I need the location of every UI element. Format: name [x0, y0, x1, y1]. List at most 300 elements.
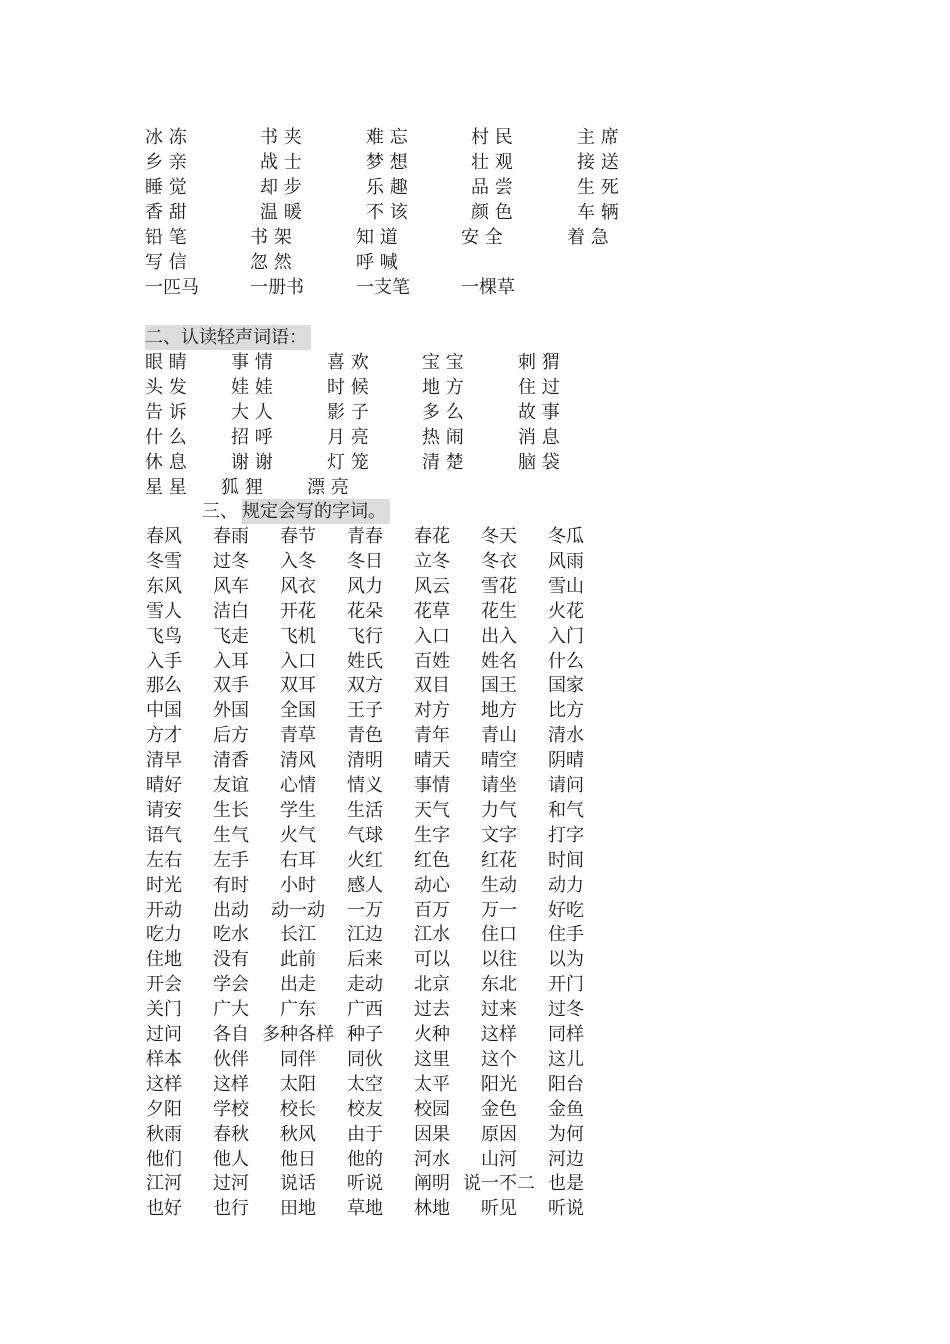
word: 花草	[414, 600, 450, 622]
word: 出动	[213, 899, 249, 921]
word-row	[0, 450, 950, 475]
word-row	[0, 1122, 950, 1147]
word: 双方	[347, 675, 383, 697]
word: 时光	[146, 874, 182, 896]
word: 开会	[146, 974, 182, 996]
word: 校友	[347, 1098, 383, 1120]
word: 秋雨	[146, 1123, 182, 1145]
word: 住地	[146, 949, 182, 971]
word: 他的	[347, 1148, 383, 1170]
word: 难 忘	[366, 127, 408, 148]
word: 也是	[548, 1173, 584, 1195]
word: 什 么	[145, 427, 187, 448]
word: 心情	[280, 775, 316, 796]
word: 住口	[481, 924, 517, 946]
word: 方才	[146, 725, 182, 747]
word-row	[0, 125, 950, 150]
word: 入口	[280, 650, 316, 672]
section-heading: 规定会写的字词。	[242, 499, 390, 524]
word: 过冬	[213, 550, 249, 572]
word: 影 子	[327, 402, 369, 423]
word-row	[0, 823, 950, 848]
word: 同样	[548, 1024, 584, 1045]
word: 风力	[347, 575, 383, 597]
word: 吃水	[213, 924, 249, 946]
word: 请问	[548, 775, 584, 796]
word: 学会	[213, 974, 249, 996]
word-row	[0, 947, 950, 972]
word: 风衣	[280, 575, 316, 597]
word: 时 候	[327, 377, 369, 398]
word: 气球	[347, 824, 383, 846]
word-row	[0, 225, 950, 250]
word: 同伙	[347, 1048, 383, 1070]
word: 吃力	[146, 924, 182, 946]
word: 原因	[481, 1123, 517, 1145]
word: 后方	[213, 725, 249, 747]
word: 故 事	[518, 402, 560, 423]
word: 广大	[213, 999, 249, 1021]
word: 生长	[213, 799, 249, 821]
word: 校长	[280, 1098, 316, 1120]
word: 生字	[414, 824, 450, 846]
word: 主 席	[577, 127, 619, 148]
word: 过来	[481, 999, 517, 1021]
word: 清早	[146, 750, 182, 772]
word: 乐 趣	[366, 177, 408, 198]
word-row	[0, 798, 950, 823]
word: 动一动	[271, 899, 325, 921]
word: 由于	[347, 1123, 383, 1145]
word-row	[0, 400, 950, 425]
word-row	[0, 150, 950, 175]
word: 出入	[481, 625, 517, 647]
word: 书 夹	[260, 127, 302, 148]
word: 动心	[414, 874, 450, 896]
word: 感人	[347, 874, 383, 896]
word: 头 发	[145, 377, 187, 398]
word: 天气	[414, 799, 450, 821]
word: 冬天	[481, 526, 517, 547]
word: 忽 然	[250, 252, 292, 273]
word: 火红	[347, 849, 383, 871]
section-heading-row	[0, 325, 950, 350]
word: 温 暖	[260, 202, 302, 223]
word: 品 尝	[471, 177, 513, 198]
word: 生 死	[577, 177, 619, 198]
word: 休 息	[145, 452, 187, 473]
word: 春雨	[213, 526, 249, 547]
word: 中国	[146, 700, 182, 722]
word-row	[0, 200, 950, 225]
word: 这样	[213, 1073, 249, 1095]
word: 太阳	[280, 1073, 316, 1095]
word: 学生	[280, 799, 316, 821]
word: 安 全	[461, 227, 503, 248]
word: 火花	[548, 600, 584, 622]
word: 江河	[146, 1173, 182, 1195]
word: 谢 谢	[231, 452, 273, 473]
word: 青年	[414, 725, 450, 747]
word-row	[0, 350, 950, 375]
word: 铅 笔	[145, 227, 187, 248]
word-row	[0, 1196, 950, 1221]
word-row	[0, 649, 950, 674]
word: 生动	[481, 874, 517, 896]
word: 以往	[481, 949, 517, 971]
word: 脑 袋	[518, 452, 560, 473]
word: 双耳	[280, 675, 316, 697]
word: 以为	[548, 949, 584, 971]
word-row	[0, 922, 950, 947]
word: 阴晴	[548, 750, 584, 772]
word: 姓氏	[347, 650, 383, 672]
word: 关门	[146, 999, 182, 1021]
word: 大 人	[231, 402, 273, 423]
word-row	[0, 1022, 950, 1047]
word: 那么	[146, 675, 182, 697]
word: 右耳	[280, 849, 316, 871]
word: 春秋	[213, 1123, 249, 1145]
word: 眼 睛	[145, 352, 187, 373]
word: 冬瓜	[548, 526, 584, 547]
word-row	[0, 873, 950, 898]
word-row	[0, 748, 950, 773]
word: 冰 冻	[145, 127, 187, 148]
word: 不 该	[366, 202, 408, 223]
word: 这个	[481, 1048, 517, 1070]
word: 阳台	[548, 1073, 584, 1095]
word: 过冬	[548, 999, 584, 1021]
word: 文字	[481, 824, 517, 846]
word: 入冬	[280, 550, 316, 572]
word: 晴天	[414, 750, 450, 772]
word: 星 星	[145, 477, 187, 498]
word: 接 送	[577, 152, 619, 173]
word: 和气	[548, 799, 584, 821]
word: 东风	[146, 575, 182, 597]
word: 事 情	[231, 352, 273, 373]
word: 乡 亲	[145, 152, 187, 173]
word: 力气	[481, 799, 517, 821]
word: 也好	[146, 1198, 182, 1220]
word-row	[0, 624, 950, 649]
word: 冬日	[347, 550, 383, 572]
word-row	[0, 574, 950, 599]
word: 林地	[414, 1198, 450, 1220]
word: 姓名	[481, 650, 517, 672]
section-heading: 二、认读轻声词语：	[145, 325, 311, 350]
word: 狐 狸	[221, 477, 263, 498]
word: 雪人	[146, 600, 182, 622]
word: 伙伴	[213, 1048, 249, 1070]
word: 写 信	[145, 252, 187, 273]
word: 花生	[481, 600, 517, 622]
word: 双目	[414, 675, 450, 697]
word: 请坐	[481, 775, 517, 796]
word: 出走	[280, 974, 316, 996]
word: 一棵草	[461, 277, 515, 298]
word: 入手	[146, 650, 182, 672]
word: 外国	[213, 700, 249, 722]
word: 火种	[414, 1024, 450, 1045]
word: 时间	[548, 849, 584, 871]
word: 阳光	[481, 1073, 517, 1095]
word: 过河	[213, 1173, 249, 1195]
word: 广东	[280, 999, 316, 1021]
word-row	[0, 1171, 950, 1196]
word-row	[0, 898, 950, 923]
word: 生活	[347, 799, 383, 821]
word: 清明	[347, 750, 383, 772]
word: 全国	[280, 700, 316, 722]
word: 一支笔	[356, 277, 410, 298]
word: 说话	[280, 1173, 316, 1195]
word: 喜 欢	[327, 352, 369, 373]
word: 飞机	[280, 625, 316, 647]
word: 雪花	[481, 575, 517, 597]
word: 江边	[347, 924, 383, 946]
word-row	[0, 673, 950, 698]
word: 样本	[146, 1048, 182, 1070]
word: 立冬	[414, 550, 450, 572]
word: 江水	[414, 924, 450, 946]
word: 太空	[347, 1073, 383, 1095]
word: 青草	[280, 725, 316, 747]
word: 灯 笼	[327, 452, 369, 473]
word: 火气	[280, 824, 316, 846]
word: 冬雪	[146, 550, 182, 572]
word: 校园	[414, 1098, 450, 1120]
word: 这儿	[548, 1048, 584, 1070]
word: 知 道	[356, 227, 398, 248]
word-row	[0, 972, 950, 997]
word: 这样	[481, 1024, 517, 1045]
word: 有时	[213, 874, 249, 896]
word: 金色	[481, 1098, 517, 1120]
word: 刺 猬	[518, 352, 560, 373]
word: 风云	[414, 575, 450, 597]
word: 入门	[548, 625, 584, 647]
word: 过去	[414, 999, 450, 1021]
word: 招 呼	[231, 427, 273, 448]
word-row	[0, 1097, 950, 1122]
word: 香 甜	[145, 202, 187, 223]
word: 请安	[146, 799, 182, 821]
word: 飞走	[213, 625, 249, 647]
word: 壮 观	[471, 152, 513, 173]
word: 住手	[548, 924, 584, 946]
word: 入口	[414, 625, 450, 647]
word: 花朵	[347, 600, 383, 622]
word: 这里	[414, 1048, 450, 1070]
word: 草地	[347, 1198, 383, 1220]
word: 风雨	[548, 550, 584, 572]
word: 没有	[213, 949, 249, 971]
word: 秋风	[280, 1123, 316, 1145]
word: 什么	[548, 650, 584, 672]
word: 田地	[280, 1198, 316, 1220]
word: 多 么	[422, 402, 464, 423]
word: 车 辆	[577, 202, 619, 223]
word: 他日	[280, 1148, 316, 1170]
word: 对方	[414, 700, 450, 722]
word: 夕阳	[146, 1098, 182, 1120]
word: 百万	[414, 899, 450, 921]
word-row	[0, 997, 950, 1022]
word: 书 架	[250, 227, 292, 248]
word-row	[0, 425, 950, 450]
word: 宝 宝	[422, 352, 464, 373]
word: 清水	[548, 725, 584, 747]
word: 呼 喊	[356, 252, 398, 273]
word: 万一	[481, 899, 517, 921]
word: 为何	[548, 1123, 584, 1145]
word: 飞鸟	[146, 625, 182, 647]
word: 清香	[213, 750, 249, 772]
word-row	[0, 1072, 950, 1097]
word-row	[0, 723, 950, 748]
word: 一册书	[250, 277, 304, 298]
word: 太平	[414, 1073, 450, 1095]
word: 开花	[280, 600, 316, 622]
word: 情义	[347, 775, 383, 796]
word: 梦 想	[366, 152, 408, 173]
word: 种子	[347, 1024, 383, 1045]
word: 生气	[213, 824, 249, 846]
word: 青色	[347, 725, 383, 747]
word: 国家	[548, 675, 584, 697]
word: 长江	[280, 924, 316, 946]
word: 百姓	[414, 650, 450, 672]
word-row	[0, 599, 950, 624]
word: 河水	[414, 1148, 450, 1170]
word: 同伴	[280, 1048, 316, 1070]
word: 阐明	[414, 1173, 450, 1195]
word: 风车	[213, 575, 249, 597]
word: 清风	[280, 750, 316, 772]
word: 王子	[347, 700, 383, 722]
word: 各自	[213, 1024, 249, 1045]
word: 听说	[347, 1173, 383, 1195]
word: 东北	[481, 974, 517, 996]
word: 双手	[213, 675, 249, 697]
word: 春风	[146, 526, 182, 547]
word: 比方	[548, 700, 584, 722]
word-row	[0, 549, 950, 574]
section-heading-row	[0, 499, 950, 524]
word-row	[0, 375, 950, 400]
word: 多种各样	[262, 1024, 334, 1045]
word: 小时	[280, 874, 316, 896]
word: 因果	[414, 1123, 450, 1145]
word: 住 过	[518, 377, 560, 398]
word: 清 楚	[422, 452, 464, 473]
word: 听见	[481, 1198, 517, 1220]
word: 着 急	[567, 227, 609, 248]
word: 这样	[146, 1073, 182, 1095]
word: 他们	[146, 1148, 182, 1170]
word: 睡 觉	[145, 177, 187, 198]
word: 告 诉	[145, 402, 187, 423]
word: 河边	[548, 1148, 584, 1170]
word: 雪山	[548, 575, 584, 597]
word: 好吃	[548, 899, 584, 921]
word: 春节	[280, 526, 316, 547]
word: 地 方	[422, 377, 464, 398]
word: 他人	[213, 1148, 249, 1170]
word: 学校	[213, 1098, 249, 1120]
word-row	[0, 698, 950, 723]
word: 动力	[548, 874, 584, 896]
word: 战 士	[260, 152, 302, 173]
word: 开门	[548, 974, 584, 996]
word: 事情	[414, 775, 450, 796]
word: 可以	[414, 949, 450, 971]
word: 村 民	[471, 127, 513, 148]
word: 左手	[213, 849, 249, 871]
word: 过问	[146, 1024, 182, 1045]
word: 听说	[548, 1198, 584, 1220]
word-row	[0, 175, 950, 200]
word: 漂 亮	[307, 477, 349, 498]
word: 月 亮	[327, 427, 369, 448]
word: 打字	[548, 824, 584, 846]
word: 青春	[347, 526, 383, 547]
word: 青山	[481, 725, 517, 747]
word-row	[0, 475, 950, 500]
word: 地方	[481, 700, 517, 722]
word: 消 息	[518, 427, 560, 448]
word: 山河	[481, 1148, 517, 1170]
word: 入耳	[213, 650, 249, 672]
word: 一匹马	[145, 277, 199, 298]
word: 左右	[146, 849, 182, 871]
word: 洁白	[213, 600, 249, 622]
word-row	[0, 250, 950, 275]
word: 飞行	[347, 625, 383, 647]
word: 此前	[280, 949, 316, 971]
word: 广西	[347, 999, 383, 1021]
word-row	[0, 1047, 950, 1072]
word: 金鱼	[548, 1098, 584, 1120]
word: 颜 色	[471, 202, 513, 223]
word: 说一不二	[463, 1173, 535, 1195]
word: 友谊	[213, 775, 249, 796]
word: 后来	[347, 949, 383, 971]
word: 春花	[414, 526, 450, 547]
word: 一万	[347, 899, 383, 921]
word: 语气	[146, 824, 182, 846]
word: 热 闹	[422, 427, 464, 448]
word: 晴好	[146, 775, 182, 796]
word: 晴空	[481, 750, 517, 772]
word-row	[0, 275, 950, 300]
word: 也行	[213, 1198, 249, 1220]
word: 冬衣	[481, 550, 517, 572]
word: 北京	[414, 974, 450, 996]
word: 红色	[414, 849, 450, 871]
word: 娃 娃	[231, 377, 273, 398]
word: 却 步	[260, 177, 302, 198]
word: 走动	[347, 974, 383, 996]
word-row	[0, 848, 950, 873]
word: 国王	[481, 675, 517, 697]
word: 红花	[481, 849, 517, 871]
word: 开动	[146, 899, 182, 921]
section-heading-prefix: 三、	[202, 501, 238, 522]
word-row	[0, 773, 950, 798]
